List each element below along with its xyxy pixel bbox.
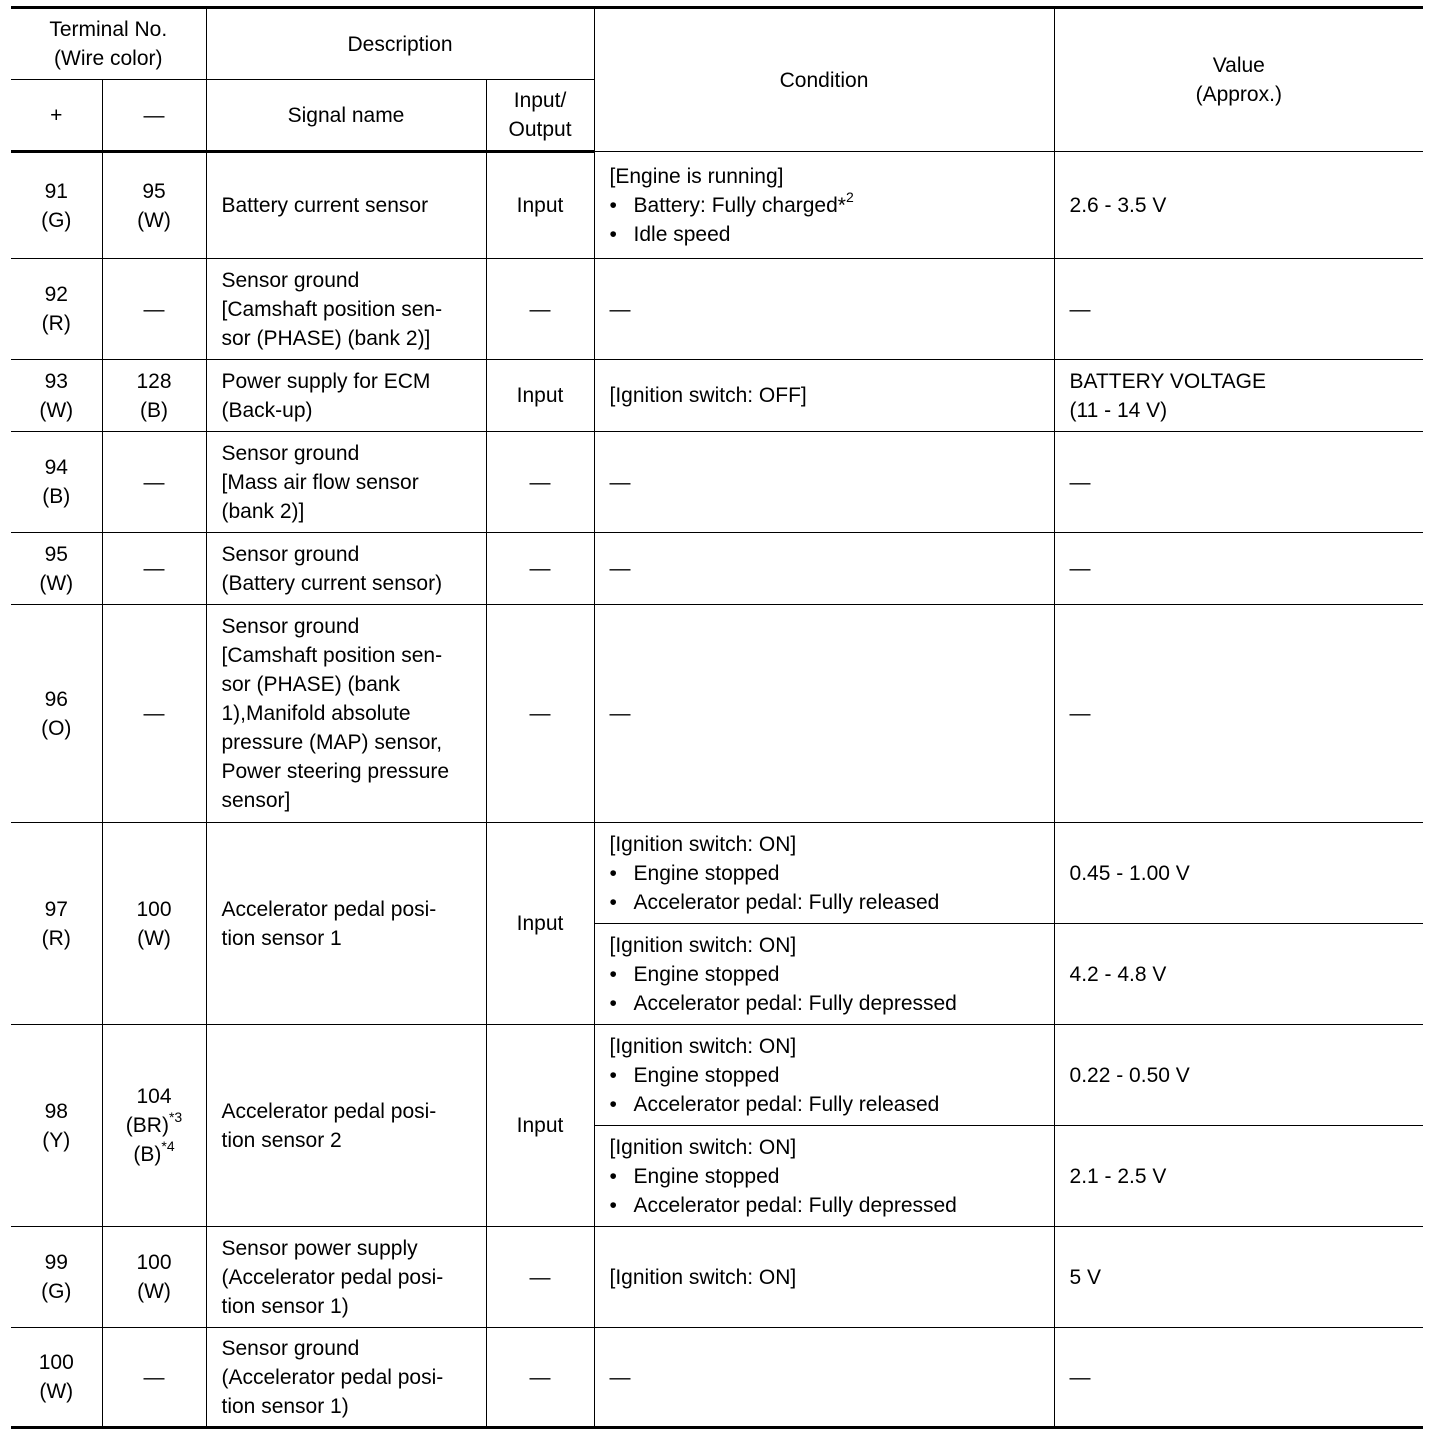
wire-color-variant <box>103 1111 206 1140</box>
value: 0.45 - 1.00 V <box>1054 823 1423 924</box>
input-output: — <box>486 259 594 360</box>
condition: — <box>594 1328 1054 1428</box>
condition-head: [Ignition switch: ON] <box>609 1135 797 1159</box>
terminal-plus: 99 (G) <box>11 1227 102 1328</box>
header-value: Value (Approx.) <box>1054 8 1423 152</box>
condition: — <box>594 533 1054 605</box>
value: 2.6 - 3.5 V <box>1054 152 1423 259</box>
header-signal-name: Signal name <box>206 80 486 152</box>
signal-name: Battery current sensor <box>206 152 486 259</box>
table-row <box>11 1328 1423 1428</box>
condition: [Ignition switch: OFF] <box>594 360 1054 432</box>
wire-color-text: (B) <box>133 1143 162 1166</box>
input-output: Input <box>486 1025 594 1227</box>
footnote-ref: *3 <box>168 1109 183 1125</box>
terminal-minus <box>102 1025 206 1227</box>
footnote-ref: 2 <box>845 188 854 205</box>
signal-name: Sensor ground (Accelerator pedal posi- tion sensor 1) <box>206 1328 486 1428</box>
condition: — <box>594 259 1054 360</box>
terminal-minus: 100 (W) <box>102 1227 206 1328</box>
value: — <box>1054 259 1423 360</box>
terminal-minus: — <box>102 259 206 360</box>
input-output: — <box>486 1227 594 1328</box>
signal-name: Sensor ground [Mass air flow sensor (bank 2)] <box>206 432 486 533</box>
input-output: — <box>486 1328 594 1428</box>
value: BATTERY VOLTAGE (11 - 14 V) <box>1054 360 1423 432</box>
wire-color-text: (BR) <box>125 1114 169 1137</box>
signal-name: Sensor ground (Battery current sensor) <box>206 533 486 605</box>
terminal-plus: 91 (G) <box>11 152 102 259</box>
input-output: — <box>486 533 594 605</box>
terminal-plus: 100 (W) <box>11 1328 102 1428</box>
value: 5 V <box>1054 1227 1423 1328</box>
table-row <box>11 1227 1423 1328</box>
terminal-minus: 128 (B) <box>102 360 206 432</box>
table-row <box>11 533 1423 605</box>
condition: — <box>594 432 1054 533</box>
header-terminal: Terminal No. (Wire color) <box>11 8 206 80</box>
wire-color-variant <box>103 1140 206 1169</box>
value: — <box>1054 533 1423 605</box>
condition-head: [Ignition switch: ON] <box>609 933 797 957</box>
terminal-plus: 96 (O) <box>11 605 102 823</box>
condition-bullet-text: Battery: Fully charged* <box>633 193 846 217</box>
signal-name: Accelerator pedal posi- tion sensor 1 <box>206 823 486 1025</box>
terminal-plus: 93 (W) <box>11 360 102 432</box>
terminal-plus: 94 (B) <box>11 432 102 533</box>
input-output: Input <box>486 152 594 259</box>
condition-bullet: • Engine stopped <box>610 859 1054 888</box>
table-row <box>11 605 1423 823</box>
condition <box>594 1126 1054 1227</box>
terminal-plus: 98 (Y) <box>11 1025 102 1227</box>
table-row <box>11 432 1423 533</box>
table-row <box>11 360 1423 432</box>
condition <box>594 823 1054 924</box>
terminal-plus: 97 (R) <box>11 823 102 1025</box>
signal-name: Power supply for ECM (Back-up) <box>206 360 486 432</box>
table-row <box>11 152 1423 259</box>
table-row <box>11 1025 1423 1126</box>
value: 4.2 - 4.8 V <box>1054 924 1423 1025</box>
condition: — <box>594 605 1054 823</box>
signal-name: Sensor power supply (Accelerator pedal posi- tion sensor 1) <box>206 1227 486 1328</box>
table-row <box>11 259 1423 360</box>
condition-bullet: • Accelerator pedal: Fully depressed <box>610 989 1054 1018</box>
condition <box>594 1025 1054 1126</box>
terminal-minus: 95 (W) <box>102 152 206 259</box>
value: 0.22 - 0.50 V <box>1054 1025 1423 1126</box>
signal-name: Accelerator pedal posi- tion sensor 2 <box>206 1025 486 1227</box>
condition-bullet: • Engine stopped <box>610 1061 1054 1090</box>
input-output: Input <box>486 360 594 432</box>
table-row <box>11 823 1423 924</box>
condition-head: [Engine is running] <box>609 164 784 188</box>
condition-bullet <box>610 188 1054 220</box>
condition-bullet: • Engine stopped <box>610 1162 1054 1191</box>
footnote-ref: *4 <box>161 1138 175 1154</box>
terminal-minus: — <box>102 1328 206 1428</box>
value: — <box>1054 1328 1423 1428</box>
value: — <box>1054 432 1423 533</box>
terminal-minus: — <box>102 533 206 605</box>
condition-head: [Ignition switch: ON] <box>609 1034 797 1058</box>
terminal-plus: 92 (R) <box>11 259 102 360</box>
input-output: Input <box>486 823 594 1025</box>
value: 2.1 - 2.5 V <box>1054 1126 1423 1227</box>
condition <box>594 152 1054 259</box>
condition: [Ignition switch: ON] <box>594 1227 1054 1328</box>
condition-bullet: • Idle speed <box>610 220 1054 249</box>
terminal-minus: — <box>102 605 206 823</box>
header-description: Description <box>206 8 594 80</box>
header-condition: Condition <box>594 8 1054 152</box>
condition-bullet: • Accelerator pedal: Fully depressed <box>610 1191 1054 1220</box>
input-output: — <box>486 432 594 533</box>
terminal-plus: 95 (W) <box>11 533 102 605</box>
terminal-spec-table <box>11 6 1423 1429</box>
condition-bullet: • Accelerator pedal: Fully released <box>610 888 1054 917</box>
header-plus: + <box>11 80 102 152</box>
condition-head: [Ignition switch: ON] <box>609 832 797 856</box>
condition-bullet: • Accelerator pedal: Fully released <box>610 1090 1054 1119</box>
input-output: — <box>486 605 594 823</box>
terminal-minus-number: 104 <box>136 1085 172 1108</box>
condition <box>594 924 1054 1025</box>
signal-name: Sensor ground [Camshaft position sen- sor (PHASE) (bank 1),Manifold absolute pressure (MAP) sensor, Power steering pressure sensor] <box>206 605 486 823</box>
signal-name: Sensor ground [Camshaft position sen- sor (PHASE) (bank 2)] <box>206 259 486 360</box>
value: — <box>1054 605 1423 823</box>
terminal-minus: 100 (W) <box>102 823 206 1025</box>
condition-bullet: • Engine stopped <box>610 960 1054 989</box>
terminal-minus: — <box>102 432 206 533</box>
header-input-output: Input/ Output <box>486 80 594 152</box>
header-minus: — <box>102 80 206 152</box>
